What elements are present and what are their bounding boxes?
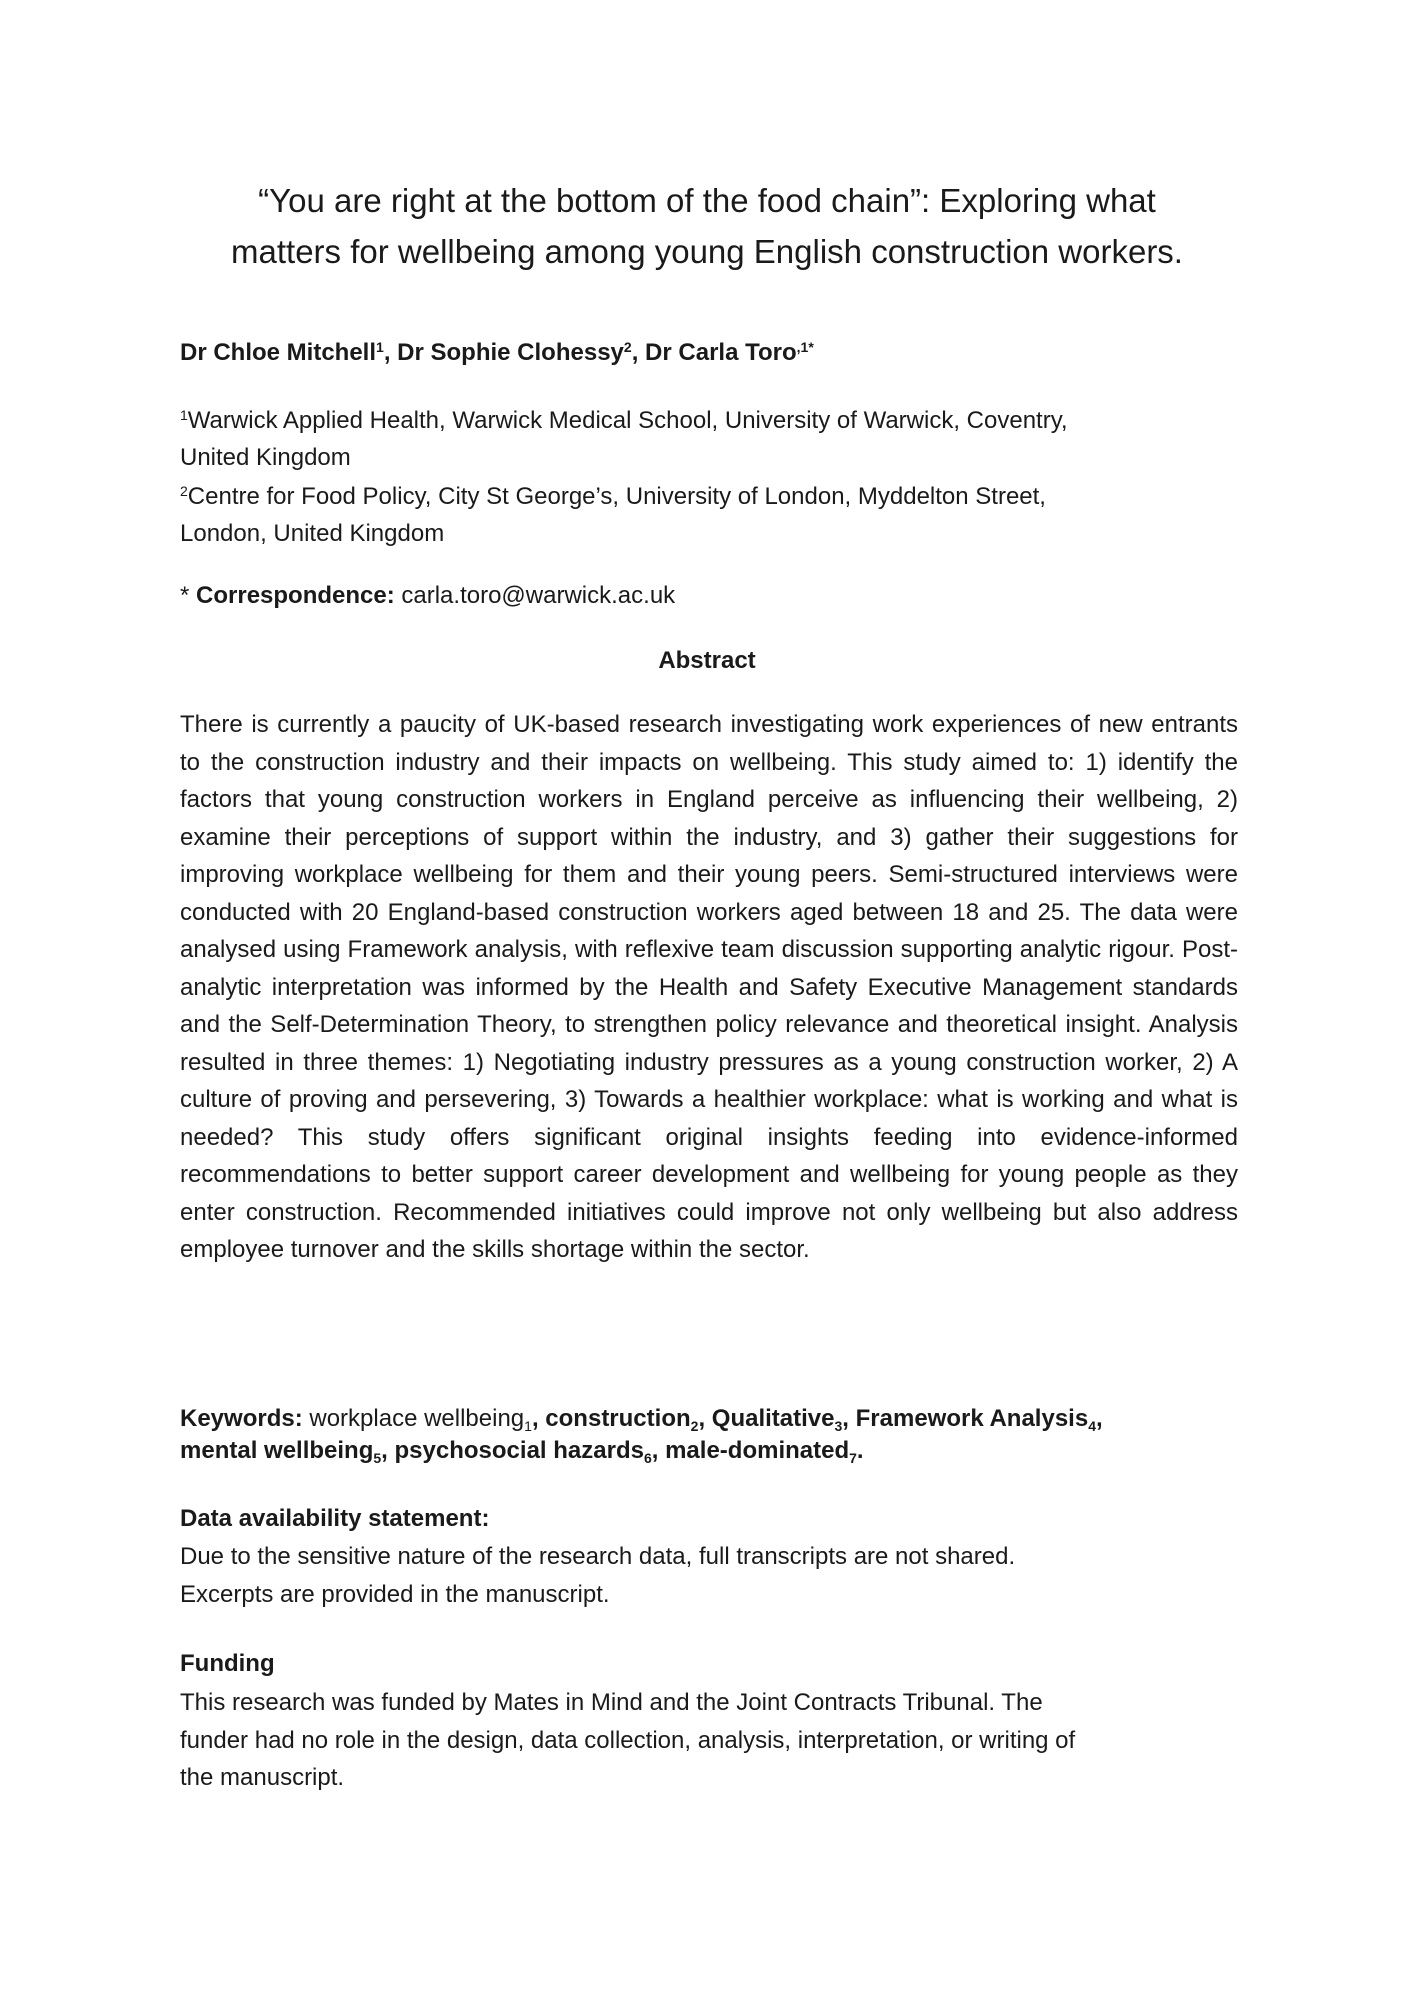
abstract-heading: Abstract bbox=[658, 647, 756, 674]
author-list bbox=[180, 339, 814, 367]
author-separator: , bbox=[631, 339, 646, 366]
keywords-label: Keywords: bbox=[180, 1405, 303, 1432]
keyword-index: 5 bbox=[373, 1450, 382, 1466]
data-availability-heading: Data availability statement: bbox=[180, 1505, 490, 1532]
author-separator: , bbox=[383, 339, 398, 366]
keyword-separator: , bbox=[381, 1437, 395, 1464]
data-availability-line: Excerpts are provided in the manuscript. bbox=[180, 1580, 610, 1608]
keyword-index: 3 bbox=[834, 1418, 843, 1434]
affiliation-text: United Kingdom bbox=[180, 444, 351, 471]
funding-line: the manuscript. bbox=[180, 1764, 345, 1791]
data-availability-line: Due to the sensitive nature of the research data, full transcripts are not shared. bbox=[180, 1543, 1016, 1570]
author-affiliation-mark: ,1* bbox=[796, 339, 814, 355]
keywords bbox=[180, 1403, 1260, 1467]
funding-text bbox=[180, 1684, 1260, 1797]
author-affiliation-mark: 2 bbox=[623, 339, 632, 355]
author-name: Dr Carla Toro bbox=[645, 339, 797, 366]
paper-title bbox=[160, 175, 1254, 277]
keyword-separator: , bbox=[842, 1405, 856, 1432]
funding-line: funder had no role in the design, data collection, analysis, interpretation, or writing of bbox=[180, 1726, 1076, 1754]
keyword: workplace wellbeing bbox=[309, 1405, 525, 1432]
affiliation-mark: 2 bbox=[180, 483, 188, 499]
keyword: male-dominated bbox=[665, 1437, 850, 1464]
funding-line: This research was funded by Mates in Mind and the Joint Contracts Tribunal. The bbox=[180, 1689, 1043, 1716]
author-name: Dr Sophie Clohessy bbox=[397, 339, 624, 366]
keyword: construction bbox=[545, 1405, 691, 1432]
keyword-separator: , bbox=[698, 1405, 712, 1432]
data-availability-text bbox=[180, 1538, 1260, 1613]
author-name: Dr Chloe Mitchell bbox=[180, 339, 377, 366]
keyword: Qualitative bbox=[711, 1405, 835, 1432]
affiliation-mark: 1 bbox=[180, 407, 188, 423]
abstract-text: There is currently a paucity of UK-based research investigating work experiences of new entrants to the construction industry and their impacts on wellbeing. This study aimed to: 1) identify the factors that young construction workers in England perceive as influencing their wellbeing, 2) examine their perceptions of support within the industry, and 3) gather their suggestions for improving workplace wellbeing for them and their young peers. Semi-structured interviews were conducted with 20 England-based construction workers aged between 18 and 25. The data were analysed using Framework analysis, with reflexive team discussion supporting analytic rigour. Post-analytic interpretation was informed by the Health and Safety Executive Management standards and the Self-Determination Theory, to strengthen policy relevance and theoretical insight. Analysis resulted in three themes: 1) Negotiating industry pressures as a young construction worker, 2) A culture of proving and persevering, 3) Towards a healthier workplace: what is working and what is needed? This study offers significant original insights feeding into evidence-informed recommendations to better support career development and wellbeing for young people as they enter construction. Recommended initiatives could improve not only wellbeing but also address employee turnover and the skills shortage within the sector. bbox=[180, 711, 1238, 1263]
affiliation-2 bbox=[180, 478, 1240, 552]
title-line-2: matters for wellbeing among young English construction workers. bbox=[231, 233, 1183, 270]
keyword-index: 6 bbox=[643, 1450, 652, 1466]
correspondence-asterisk: * bbox=[180, 582, 197, 609]
title-line-1: “You are right at the bottom of the food chain”: Exploring what bbox=[258, 182, 1156, 219]
keyword-index: 7 bbox=[849, 1450, 857, 1466]
keyword: psychosocial hazards bbox=[394, 1437, 644, 1464]
keyword-index: 2 bbox=[690, 1418, 699, 1434]
correspondence-email[interactable]: carla.toro@warwick.ac.uk bbox=[394, 582, 676, 609]
keyword-separator: , bbox=[1095, 1405, 1103, 1432]
affiliation-text: London, United Kingdom bbox=[180, 520, 445, 547]
keyword-separator: . bbox=[856, 1437, 864, 1464]
keyword: Framework Analysis bbox=[855, 1405, 1089, 1432]
author-affiliation-mark: 1 bbox=[376, 339, 384, 355]
keyword-index: 4 bbox=[1088, 1418, 1096, 1434]
affiliation-text: Warwick Applied Health, Warwick Medical School, University of Warwick, Coventry, bbox=[187, 407, 1068, 434]
correspondence-label: Correspondence: bbox=[196, 582, 395, 609]
correspondence bbox=[180, 582, 675, 610]
affiliation-1 bbox=[180, 402, 1240, 476]
funding-heading: Funding bbox=[180, 1650, 275, 1677]
keyword: mental wellbeing bbox=[180, 1437, 374, 1464]
keyword-separator: , bbox=[651, 1437, 666, 1464]
keyword-index: 1 bbox=[524, 1418, 532, 1434]
affiliation-text: Centre for Food Policy, City St George’s, University of London, Myddelton Street, bbox=[187, 483, 1046, 510]
keyword-separator: , bbox=[531, 1405, 546, 1432]
